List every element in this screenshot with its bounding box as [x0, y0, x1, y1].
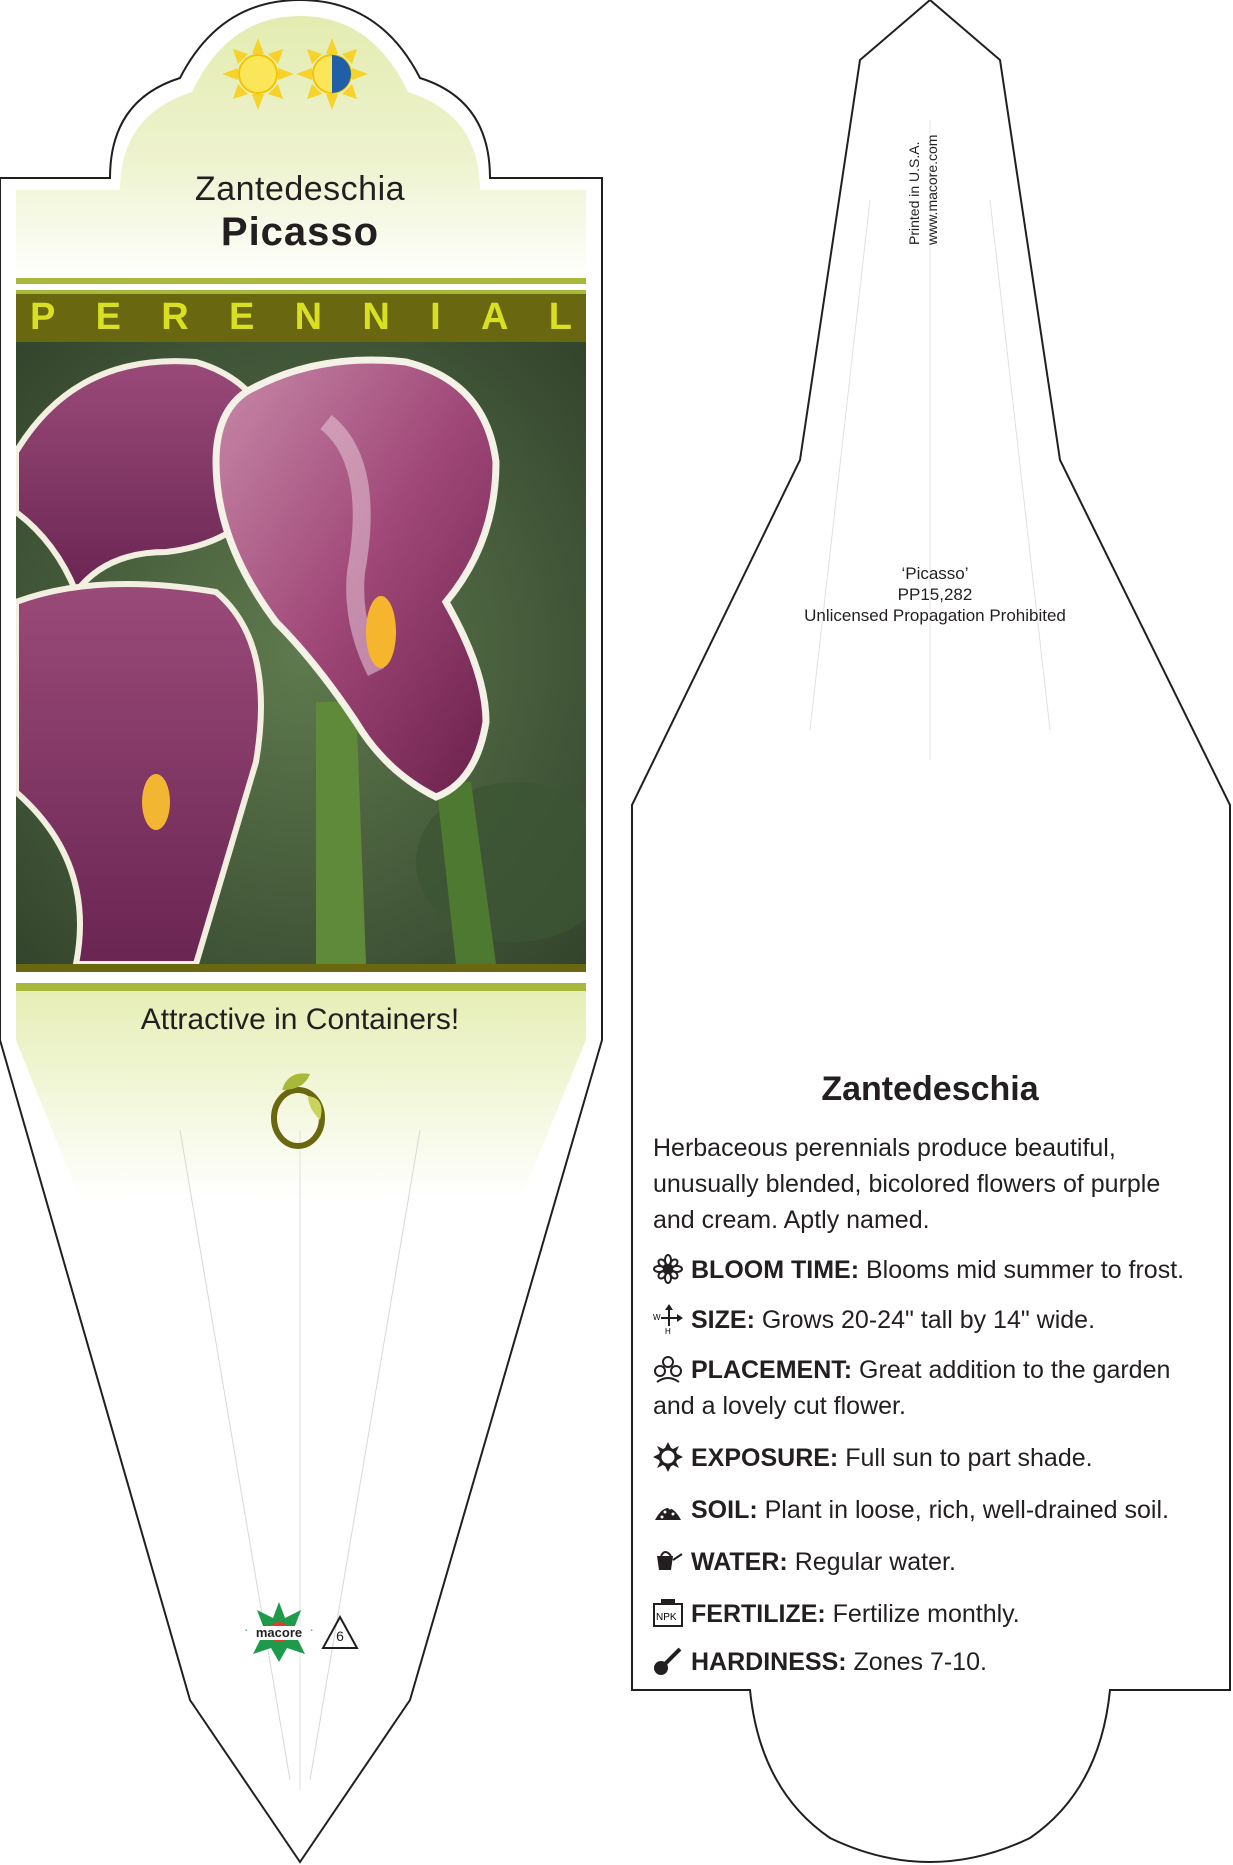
care-bloom-time: BLOOM TIME: Blooms mid summer to frost. — [653, 1252, 1198, 1288]
recycle-number: 6 — [336, 1628, 344, 1644]
back-tag-outline — [632, 0, 1230, 1862]
care-placement: PLACEMENT: Great addition to the garden and a lovely cut flower. — [653, 1356, 1171, 1420]
placement-icon — [653, 1354, 683, 1384]
water-icon — [653, 1546, 683, 1576]
photo-rule-light — [16, 983, 586, 991]
fertilize-icon — [653, 1598, 683, 1628]
front-top-rule — [16, 278, 586, 284]
container-icon — [268, 1068, 330, 1153]
svg-text:W: W — [653, 1313, 661, 1322]
sun-icons — [220, 36, 370, 116]
part-shade-icon — [296, 38, 368, 110]
category-label: P E R E N N I A L — [30, 296, 572, 338]
bloom-icon — [653, 1254, 683, 1284]
printed-line2: www.macore.com — [924, 134, 940, 245]
recycle-icon — [320, 1614, 360, 1652]
front-genus: Zantedeschia — [194, 170, 406, 208]
patent-name: ‘Picasso’ — [901, 564, 969, 583]
svg-text:NPK: NPK — [656, 1612, 677, 1623]
care-soil: SOIL: Plant in loose, rich, well-drained soil. — [653, 1492, 1198, 1528]
svg-text:H: H — [665, 1327, 671, 1334]
plant-description: Herbaceous perennials produce beautiful, unusually blended, bicolored flowers of purple and cream. Aptly named. — [653, 1134, 1161, 1234]
printed-info — [905, 95, 965, 245]
care-size: W H SIZE: Grows 20-24" tall by 14" wide. — [653, 1306, 1096, 1334]
size-icon — [653, 1304, 683, 1334]
patent-block — [750, 563, 1120, 626]
care-water: WATER: Regular water. — [653, 1544, 1198, 1580]
exposure-icon — [653, 1442, 683, 1472]
care-hardiness: HARDINESS: Zones 7-10. — [653, 1644, 1198, 1680]
printed-line1: Printed in U.S.A. — [906, 141, 922, 245]
care-fertilize: NPK FERTILIZE: Fertilize monthly. — [653, 1596, 1198, 1632]
care-exposure: EXPOSURE: Full sun to part shade. — [653, 1440, 1198, 1476]
feature-text: Attractive in Containers! — [140, 1003, 460, 1036]
hardiness-icon — [653, 1646, 683, 1676]
brand-logo-text: macore — [255, 1625, 303, 1640]
front-cultivar: Picasso — [220, 210, 380, 254]
patent-number: PP15,282 — [897, 585, 973, 604]
brand-logo — [243, 1600, 315, 1664]
full-sun-icon — [222, 38, 294, 110]
photo-rule-dark — [16, 964, 586, 972]
back-title: Zantedeschia — [821, 1070, 1039, 1108]
patent-notice: Unlicensed Propagation Prohibited — [804, 606, 1066, 625]
plant-photo — [16, 342, 586, 964]
soil-icon — [653, 1494, 683, 1524]
